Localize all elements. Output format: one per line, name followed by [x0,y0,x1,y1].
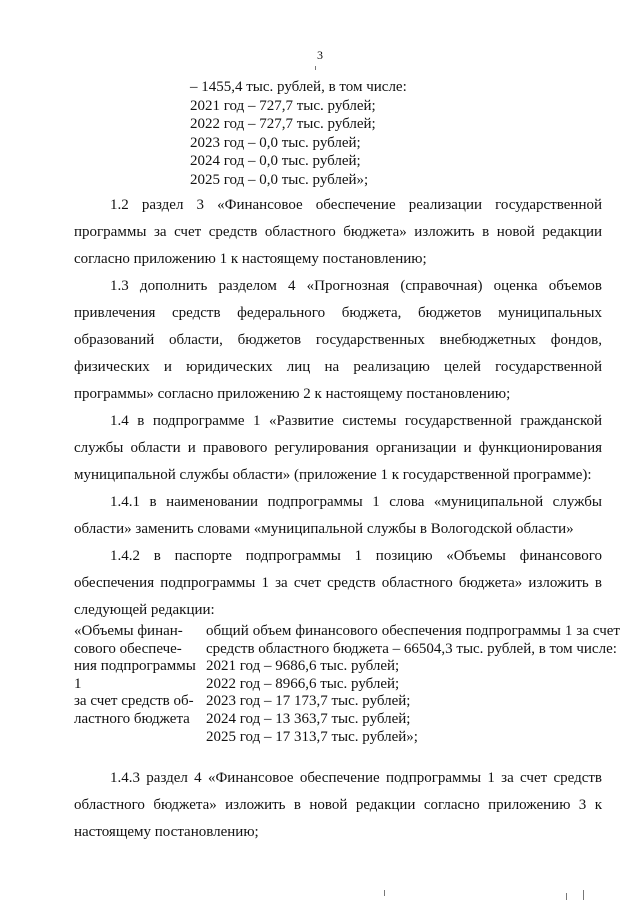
scan-mark [315,66,316,70]
passport-value-year: 2022 год – 8966,6 тыс. рублей; [206,675,400,692]
scan-mark [566,893,567,900]
funding-year-line: 2021 год – 727,7 тыс. рублей; [190,97,376,114]
passport-row-value [206,623,620,746]
passport-label-line: 1 [74,675,82,692]
passport-label-line: ния подпрограммы [74,658,196,675]
paragraph-1-4-1: 1.4.1 в наименовании подпрограммы 1 слова «муниципальной службы области» заменить словами «муниципальной службы в Вологодской области» [74,494,602,537]
paragraph-1-4-2: 1.4.2 в паспорте подпрограммы 1 позицию «Объемы финансового обеспечения подпрограммы 1 за счет средств областного бюджета» изложить в следующей редакции: [74,548,602,618]
passport-value-year: 2025 год – 17 313,7 тыс. рублей»; [206,728,418,745]
passport-value-intro: общий объем финансового обеспечения подпрограммы 1 за счет средств областного бюджета – 66504,3 тыс. рублей, в том числе: [206,623,620,657]
passport-label-line: ластного бюджета [74,710,190,727]
passport-value-year: 2023 год – 17 173,7 тыс. рублей; [206,693,411,710]
scan-mark [583,890,584,900]
funding-year-line: 2024 год – 0,0 тыс. рублей; [190,153,361,169]
passport-value-year: 2021 год – 9686,6 тыс. рублей; [206,658,400,675]
paragraph-1-4-3: 1.4.3 раздел 4 «Финансовое обеспечение подпрограммы 1 за счет средств областного бюджета» изложить в новой редакции согласно приложению 3 к настоящему постановлению; [74,770,602,840]
funding-total-list [190,78,407,189]
passport-row-label [74,623,202,729]
paragraph-1-2: 1.2 раздел 3 «Финансовое обеспечение реализации государственной программы за счет средств областного бюджета» изложить в новой редакции согласно приложению 1 к настоящему постановлению; [74,197,602,267]
passport-label-line: за счет средств об- [74,693,194,710]
funding-year-line: 2022 год – 727,7 тыс. рублей; [190,116,376,132]
paragraph-1-3: 1.3 дополнить разделом 4 «Прогнозная (справочная) оценка объемов привлечения средств федерального бюджета, бюджетов муниципальных образований области, бюджетов государственных внебюджетных фондов, физических и юридических лиц на реализацию целей государственной программы» согласно приложению 2 к настоящему постановлению; [74,278,602,402]
page-number: 3 [317,48,323,62]
paragraph-1-4: 1.4 в подпрограмме 1 «Развитие системы государственной гражданской службы области и правового регулирования организации и функционирования муниципальной службы области» (приложение 1 к государственной программе): [74,413,602,483]
funding-year-line: 2023 год – 0,0 тыс. рублей; [190,134,361,151]
scan-mark [384,890,385,896]
passport-value-year: 2024 год – 13 363,7 тыс. рублей; [206,710,411,727]
funding-year-line: 2025 год – 0,0 тыс. рублей»; [190,171,369,188]
funding-total-line: – 1455,4 тыс. рублей, в том числе: [190,79,407,95]
passport-label-line: «Объемы финан- [74,623,183,639]
passport-label-line: сового обеспече- [74,640,182,657]
